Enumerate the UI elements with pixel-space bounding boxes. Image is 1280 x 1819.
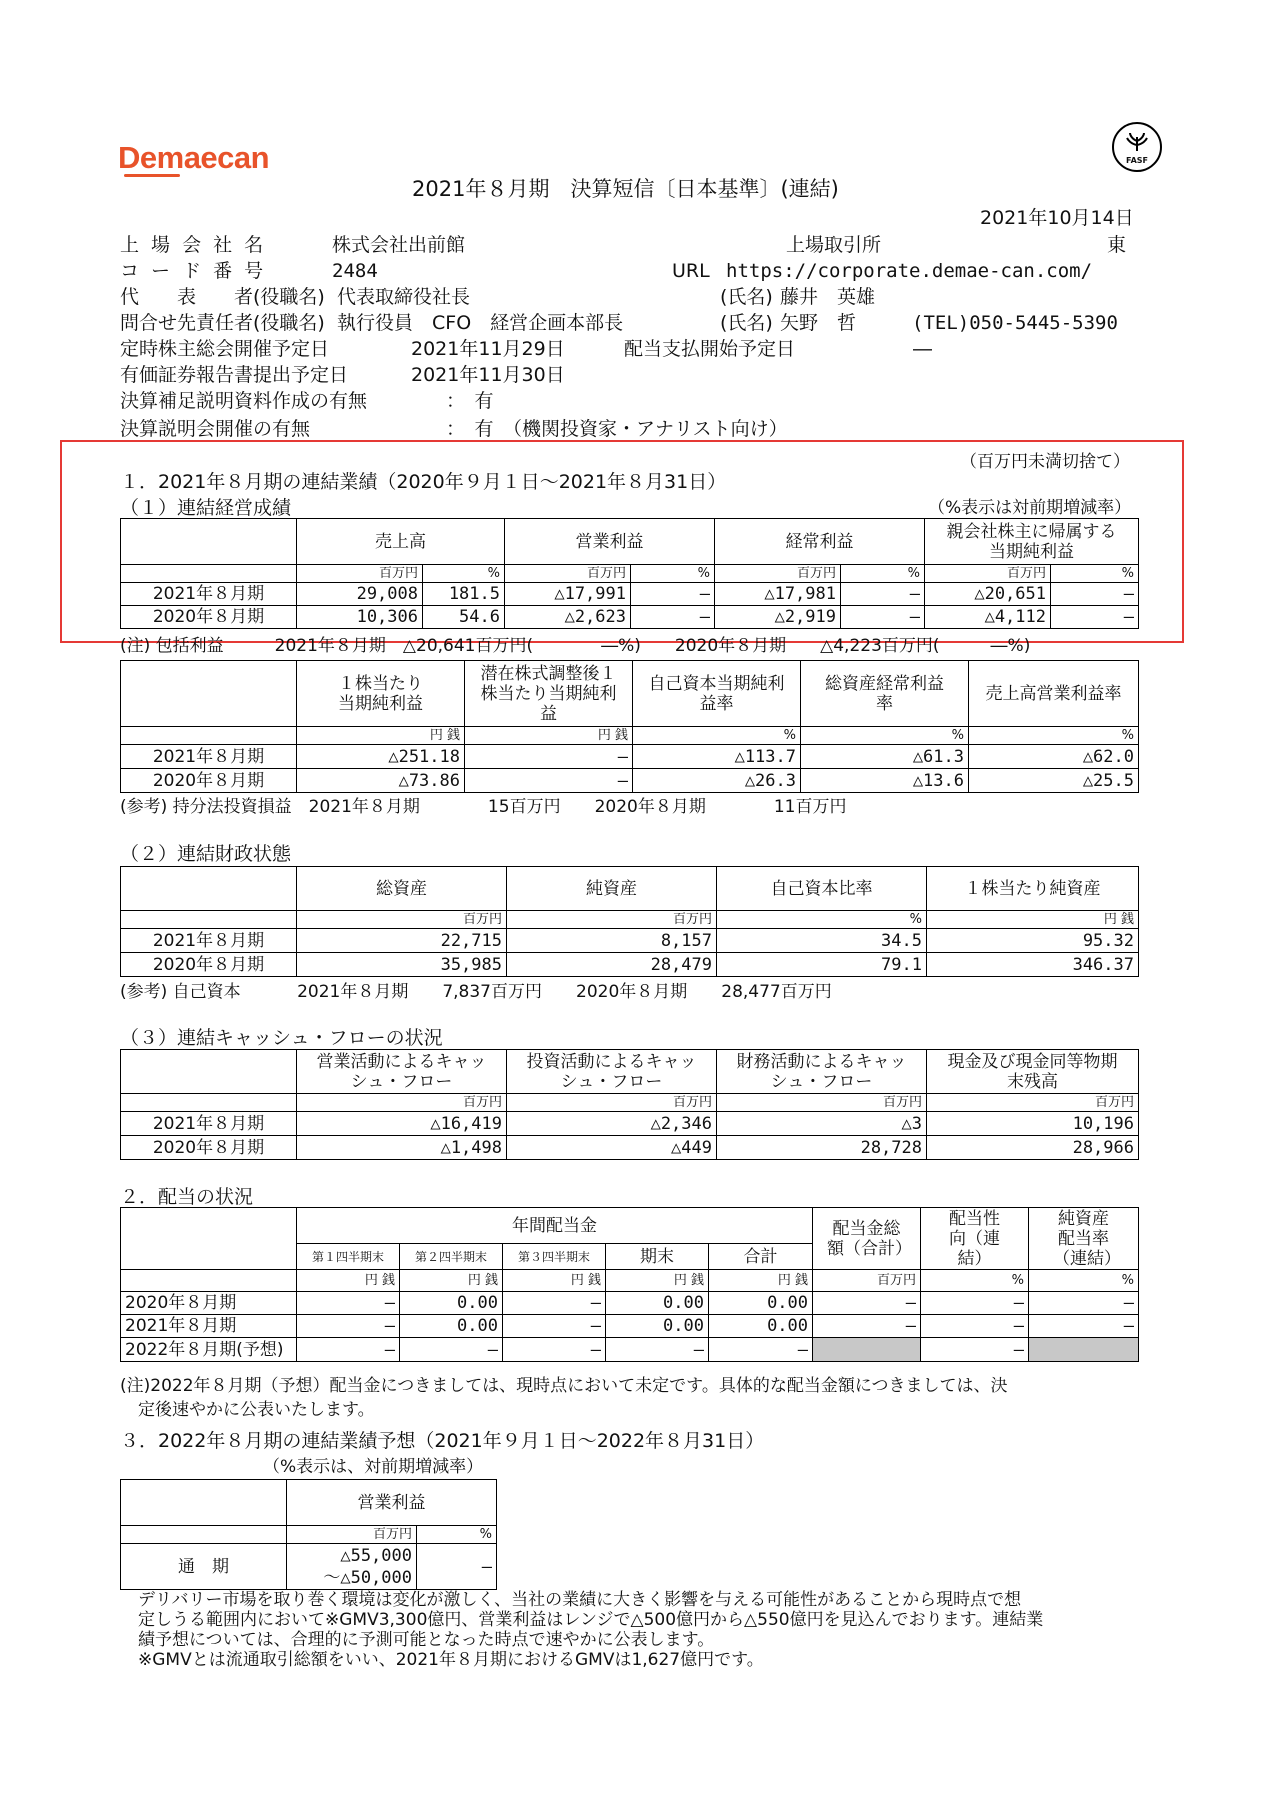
contact-label: 問合せ先責任者(役職名)	[120, 312, 325, 334]
report-date-value: 2021年11月30日	[411, 364, 565, 386]
code: 2484	[332, 260, 378, 282]
company-url[interactable]: https://corporate.demae-can.com/	[726, 260, 1093, 282]
section1-pct-note: （%表示は対前期増減率）	[928, 498, 1132, 518]
contact-name: 矢野 哲	[780, 312, 857, 334]
section3-title: ３．2022年８月期の連結業績予想（2021年９月１日～2022年８月31日）	[120, 1430, 765, 1452]
rep-title: 代表取締役社長	[337, 286, 471, 308]
table-row: 2021年８月期 22,715 8,157 34.5 95.32	[121, 929, 1139, 953]
header-operating-profit: 営業利益	[505, 519, 715, 565]
header-dividend-total: 配当金総額（合計）	[813, 1208, 921, 1270]
rep-label: 代 表 者(役職名)	[120, 286, 325, 308]
header-roe: 自己資本当期純利益率	[633, 661, 801, 727]
contact-name-label: (氏名)	[720, 312, 773, 334]
agm-date: 2021年11月29日	[411, 338, 565, 360]
equity-note: (参考) 自己資本 2021年８月期 7,837百万円 2020年８月期 28,477百万円	[120, 982, 832, 1002]
header-bps: １株当たり純資産	[927, 867, 1139, 911]
exchange: 東	[1107, 234, 1127, 256]
section3-pct-note: （%表示は、対前期増減率）	[263, 1457, 484, 1477]
header-doe: 純資産配当率（連結）	[1029, 1208, 1139, 1270]
fasf-mark	[1112, 122, 1162, 172]
exchange-label: 上場取引所	[786, 234, 882, 256]
section2-title: ２．配当の状況	[120, 1186, 254, 1208]
header-financing-cf: 財務活動によるキャッシュ・フロー	[717, 1050, 927, 1094]
dividend-note-line2: 定後速やかに公表いたします。	[138, 1400, 375, 1420]
company-name-label: 上 場 会 社 名	[120, 234, 267, 256]
table-row: 通 期 △55,000 ～△50,000 ―	[121, 1544, 497, 1590]
contact-title: 執行役員 CFO 経営企画本部長	[337, 312, 624, 334]
forecast-text-3: 績予想については、合理的に予測可能となった時点で速やかに公表します。	[138, 1630, 715, 1650]
table-row: 2021年８月期 △16,419 △2,346 △3 10,196	[121, 1112, 1139, 1136]
header-investing-cf: 投資活動によるキャッシュ・フロー	[507, 1050, 717, 1094]
forecast-text-2: 定しうる範囲内において※GMV3,300億円、営業利益はレンジで△500億円から△550億円を見込んでおります。連結業	[138, 1610, 1044, 1630]
agm-label: 定時株主総会開催予定日	[120, 338, 330, 360]
supp-value: ： 有	[446, 390, 494, 412]
table-row: 2021年８月期 ― 0.00 ― 0.00 0.00 ― ― ―	[121, 1315, 1139, 1338]
header-annual-dividend: 年間配当金	[297, 1208, 813, 1244]
header-forecast-op: 営業利益	[287, 1480, 497, 1526]
header-cash-balance: 現金及び現金同等物期末残高	[927, 1050, 1139, 1094]
table-row: 2020年８月期 ― 0.00 ― 0.00 0.00 ― ― ―	[121, 1292, 1139, 1315]
brief-value: ： 有 （機関投資家・アナリスト向け）	[446, 418, 788, 440]
header-op-margin: 売上高営業利益率	[969, 661, 1139, 727]
shaded-cell	[813, 1338, 921, 1362]
company-logo	[118, 140, 269, 177]
table-row: 2020年８月期 35,985 28,479 79.1 346.37	[121, 953, 1139, 977]
shaded-cell	[1029, 1338, 1139, 1362]
financial-position-table: 総資産 純資産 自己資本比率 １株当たり純資産 百万円 百万円 % 円 銭 2021年８月期 22,715 8,157 34.5 95.32 2020年８月期 35,985 28,479 79.1 346.37	[120, 866, 1139, 977]
table-row: 2021年８月期 △251.18 ― △113.7 △61.3 △62.0	[121, 745, 1139, 769]
code-label: コ ー ド 番 号	[120, 260, 267, 282]
page-title: 2021年８月期 決算短信〔日本基準〕(連結)	[412, 177, 839, 201]
header-operating-cf: 営業活動によるキャッシュ・フロー	[297, 1050, 507, 1094]
table-row: 2022年８月期(予想) ― ― ― ― ― ―	[121, 1338, 1139, 1362]
per-share-table: １株当たり当期純利益 潜在株式調整後１株当たり当期純利益 自己資本当期純利益率 総資産経常利益率 売上高営業利益率 円 銭 円 銭 % % % 2021年８月期 △251.18 ― △113.7 △61.3 △62.0 2020年８月期 △73.86 ― △26.3 △13.6 △25.5	[120, 660, 1139, 793]
header-total-assets: 総資産	[297, 867, 507, 911]
header-eps: １株当たり当期純利益	[297, 661, 465, 727]
header-net-assets: 純資産	[507, 867, 717, 911]
table-row: 2020年８月期 △1,498 △449 28,728 28,966	[121, 1136, 1139, 1160]
header-roa: 総資産経常利益率	[801, 661, 969, 727]
header-equity-ratio: 自己資本比率	[717, 867, 927, 911]
section1-sub3: （３）連結キャッシュ・フローの状況	[120, 1027, 443, 1049]
comprehensive-income-note: (注) 包括利益 2021年８月期 △20,641百万円( ―%) 2020年８月期 △4,223百万円( ―%)	[120, 636, 1031, 656]
rep-name: 藤井 英雄	[780, 286, 876, 308]
table-row: 2020年８月期 △73.86 ― △26.3 △13.6 △25.5	[121, 769, 1139, 793]
dividend-table: 年間配当金 配当金総額（合計） 配当性向（連結） 純資産配当率（連結） 第１四半期末 第２四半期末 第３四半期末 期末 合計 円 銭 円 銭 円 銭 円 銭 円 銭 百万円 % % 2020年８月期 ― 0.00 ― 0.00 0.00 ― ― ― 2021年８月期 ― 0.00 ― 0.00 0.00 ― ― ― 2022年８月期(予想) ― ― ― ― ― ―	[120, 1207, 1139, 1362]
dividend-note-line1: (注)2022年８月期（予想）配当金につきましては、現時点において未定です。具体的な配当金額につきましては、決	[120, 1376, 1008, 1396]
header-sales: 売上高	[297, 519, 505, 565]
brief-label: 決算説明会開催の有無	[120, 418, 311, 440]
unit-note: （百万円未満切捨て）	[960, 452, 1130, 472]
section1-sub1: （１）連結経営成績	[120, 497, 292, 519]
logo-text: Demaecan	[118, 140, 270, 175]
header-diluted-eps: 潜在株式調整後１株当たり当期純利益	[465, 661, 633, 727]
supp-label: 決算補足説明資料作成の有無	[120, 390, 368, 412]
forecast-table: 営業利益 百万円 % 通 期 △55,000 ～△50,000 ―	[120, 1479, 497, 1590]
fasf-label: FASF	[1126, 156, 1148, 165]
equity-method-note: (参考) 持分法投資損益 2021年８月期 15百万円 2020年８月期 11百万円	[120, 797, 847, 817]
forecast-text-1: デリバリー市場を取り巻く環境は変化が激しく、当社の業績に大きく影響を与える可能性があることから現時点で想	[138, 1590, 1022, 1610]
header-payout-ratio: 配当性向（連結）	[921, 1208, 1029, 1270]
leaf-icon	[1123, 131, 1151, 153]
table-row: 2020年８月期 10,306 54.6 △2,623 ― △2,919 ― △4,112 ―	[121, 606, 1139, 629]
header-net-income: 親会社株主に帰属する当期純利益	[925, 519, 1139, 565]
report-date: 2021年10月14日	[980, 207, 1134, 229]
rep-name-label: (氏名)	[720, 286, 773, 308]
contact-tel: (TEL)050-5445-5390	[912, 312, 1118, 334]
div-start: ―	[913, 338, 932, 360]
cash-flow-table: 営業活動によるキャッシュ・フロー 投資活動によるキャッシュ・フロー 財務活動によるキャッシュ・フロー 現金及び現金同等物期末残高 百万円 百万円 百万円 百万円 2021年８月期 △16,419 △2,346 △3 10,196 2020年８月期 △1,498 △449 28,728 28,966	[120, 1049, 1139, 1160]
header-ordinary-profit: 経常利益	[715, 519, 925, 565]
section1-sub2: （２）連結財政状態	[120, 843, 292, 865]
url-label: URL	[672, 260, 710, 282]
operating-results-table: 売上高 営業利益 経常利益 親会社株主に帰属する当期純利益 百万円 % 百万円 % 百万円 % 百万円 % 2021年８月期 29,008 181.5 △17,991 ― △17,981 ― △20,651 ― 2020年８月期 10,306 54.6 △2,623 ― △2,919 ― △4,112 ―	[120, 518, 1139, 629]
section1-title: １．2021年８月期の連結業績（2020年９月１日～2021年８月31日）	[120, 471, 727, 493]
div-start-label: 配当支払開始予定日	[624, 338, 796, 360]
company-name: 株式会社出前館	[332, 234, 466, 256]
forecast-text-4: ※GMVとは流通取引総額をいい、2021年８月期におけるGMVは1,627億円です。	[138, 1650, 764, 1670]
report-label: 有価証券報告書提出予定日	[120, 364, 349, 386]
table-row: 2021年８月期 29,008 181.5 △17,991 ― △17,981 ― △20,651 ―	[121, 583, 1139, 606]
